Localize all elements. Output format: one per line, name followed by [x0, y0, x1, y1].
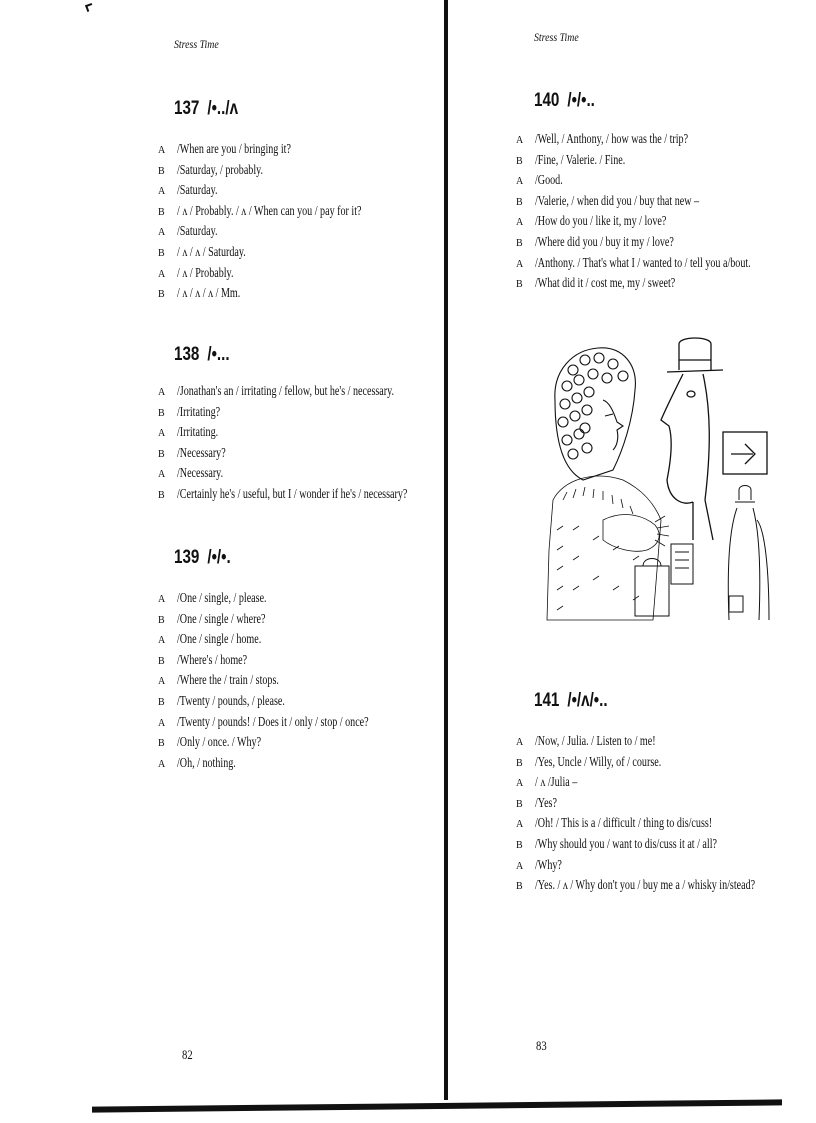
- drill-number: 139: [174, 547, 200, 568]
- line-text: /How do you / like it, my / love?: [535, 214, 667, 230]
- line-text: /Yes. / ʌ / Why don't you / buy me a / whisky in/stead?: [535, 878, 756, 894]
- speaker-label: A: [516, 819, 524, 831]
- line-text: /One / single, / please.: [177, 591, 267, 606]
- speaker-label: B: [158, 407, 165, 419]
- speaker-label: A: [158, 145, 166, 156]
- speaker-label: A: [158, 676, 166, 688]
- speaker-label: B: [516, 798, 523, 810]
- drill-heading-138: [174, 344, 230, 366]
- speaker-label: A: [158, 227, 166, 239]
- line-text: /When are you / bringing it?: [177, 142, 291, 157]
- line-text: /Yes, Uncle / Willy, of / course.: [535, 754, 662, 770]
- line-text: /Anthony. / That's what I / wanted to / tell you a/bout.: [535, 255, 751, 271]
- speaker-label: B: [516, 237, 523, 249]
- line-text: / ʌ / ʌ / Saturday.: [177, 244, 246, 260]
- stress-pattern: /•...: [207, 344, 230, 365]
- speaker-label: B: [158, 738, 165, 750]
- line-text: /Twenty / pounds! / Does it / only / stop / once?: [177, 714, 369, 730]
- line-text: / ʌ / ʌ / ʌ / Mm.: [177, 286, 241, 302]
- drill-heading-140: [534, 90, 595, 112]
- speaker-label: A: [516, 217, 524, 229]
- speaker-label: B: [516, 757, 523, 769]
- stress-pattern: /•/•..: [567, 90, 595, 111]
- speaker-label: A: [158, 635, 166, 647]
- line-text: /Now, / Julia. / Listen to / me!: [535, 734, 656, 749]
- line-text: /Jonathan's an / irritating / fellow, but he's / necessary.: [177, 384, 395, 399]
- line-text: /Where the / train / stops.: [177, 673, 279, 689]
- line-text: /Where's / home?: [177, 652, 248, 668]
- drill-number: 137: [174, 98, 200, 119]
- speaker-label: B: [158, 696, 165, 708]
- line-text: /Irritating.: [177, 425, 219, 441]
- speaker-label: A: [158, 594, 166, 605]
- stress-pattern: /•/•.: [207, 547, 231, 568]
- speaker-label: B: [158, 206, 165, 218]
- line-text: /Necessary?: [177, 445, 226, 461]
- speaker-label: A: [516, 176, 524, 188]
- line-text: /Saturday.: [177, 224, 218, 240]
- drill-number: 138: [174, 344, 200, 365]
- speaker-label: A: [516, 135, 524, 146]
- line-text: /Only / once. / Why?: [177, 735, 262, 751]
- speaker-label: A: [516, 778, 524, 790]
- line-text: /Saturday, / probably.: [177, 162, 264, 178]
- cartoon-woman-fur-coat-man-hat-icon: [543, 330, 771, 626]
- line-text: / ʌ / Probably. / ʌ / When can you / pay for it?: [177, 203, 362, 219]
- drill-number: 141: [534, 690, 560, 711]
- speaker-label: A: [158, 469, 166, 481]
- speaker-label: A: [158, 758, 166, 770]
- line-text: /Saturday.: [177, 183, 218, 199]
- line-text: /Yes?: [535, 795, 557, 811]
- line-text: /Why should you / want to dis/cuss it at / all?: [535, 836, 717, 852]
- speaker-label: B: [516, 839, 523, 851]
- line-text: /Well, / Anthony, / how was the / trip?: [535, 132, 689, 147]
- stress-pattern: /•/ʌ/•..: [567, 690, 608, 711]
- speaker-label: A: [158, 717, 166, 729]
- speaker-label: B: [158, 165, 165, 177]
- speaker-label: B: [516, 196, 523, 208]
- line-text: /Twenty / pounds, / please.: [177, 693, 285, 709]
- line-text: /Good.: [535, 173, 563, 189]
- drill-number: 140: [534, 90, 560, 111]
- speaker-label: A: [158, 387, 166, 398]
- line-text: / ʌ / Probably.: [177, 265, 234, 281]
- line-text: /Why?: [535, 857, 562, 873]
- speaker-label: B: [158, 489, 165, 501]
- speaker-label: A: [516, 258, 524, 270]
- speaker-label: A: [516, 737, 524, 748]
- drill-heading-141: [534, 690, 608, 712]
- line-text: /Oh, / nothing.: [177, 755, 236, 771]
- speaker-label: B: [516, 279, 523, 291]
- speaker-label: B: [158, 289, 165, 301]
- line-text: /One / single / home.: [177, 632, 262, 648]
- line-text: /Fine, / Valerie. / Fine.: [535, 152, 626, 168]
- running-head: Stress Time: [534, 30, 579, 44]
- speaker-label: A: [158, 428, 166, 440]
- page-number: 83: [536, 1038, 547, 1053]
- speaker-label: B: [516, 881, 523, 893]
- drill-heading-137: [174, 98, 238, 120]
- speaker-label: B: [516, 155, 523, 167]
- line-text: /Certainly he's / useful, but I / wonder if he's / necessary?: [177, 486, 408, 502]
- line-text: /One / single / where?: [177, 611, 266, 627]
- drill-heading-139: [174, 547, 231, 569]
- speaker-label: B: [158, 247, 165, 259]
- line-text: /Oh! / This is a / difficult / thing to dis/cuss!: [535, 816, 713, 832]
- page-number: 82: [182, 1047, 193, 1062]
- speaker-label: A: [158, 186, 166, 198]
- line-text: /Where did you / buy it my / love?: [535, 234, 674, 250]
- speaker-label: A: [158, 268, 166, 280]
- running-head: Stress Time: [174, 37, 219, 51]
- line-text: / ʌ /Julia –: [535, 775, 578, 791]
- line-text: /What did it / cost me, my / sweet?: [535, 276, 676, 292]
- cartoon-illustration-icon: [543, 330, 771, 626]
- stress-pattern: /•../ʌ: [207, 98, 239, 119]
- speaker-label: B: [158, 655, 165, 667]
- line-text: /Valerie, / when did you / buy that new –: [535, 193, 700, 209]
- line-text: /Necessary.: [177, 466, 224, 482]
- speaker-label: B: [158, 448, 165, 460]
- speaker-label: A: [516, 860, 524, 872]
- book-spine: [444, 0, 448, 1100]
- speaker-label: B: [158, 614, 165, 626]
- line-text: /Irritating?: [177, 404, 221, 420]
